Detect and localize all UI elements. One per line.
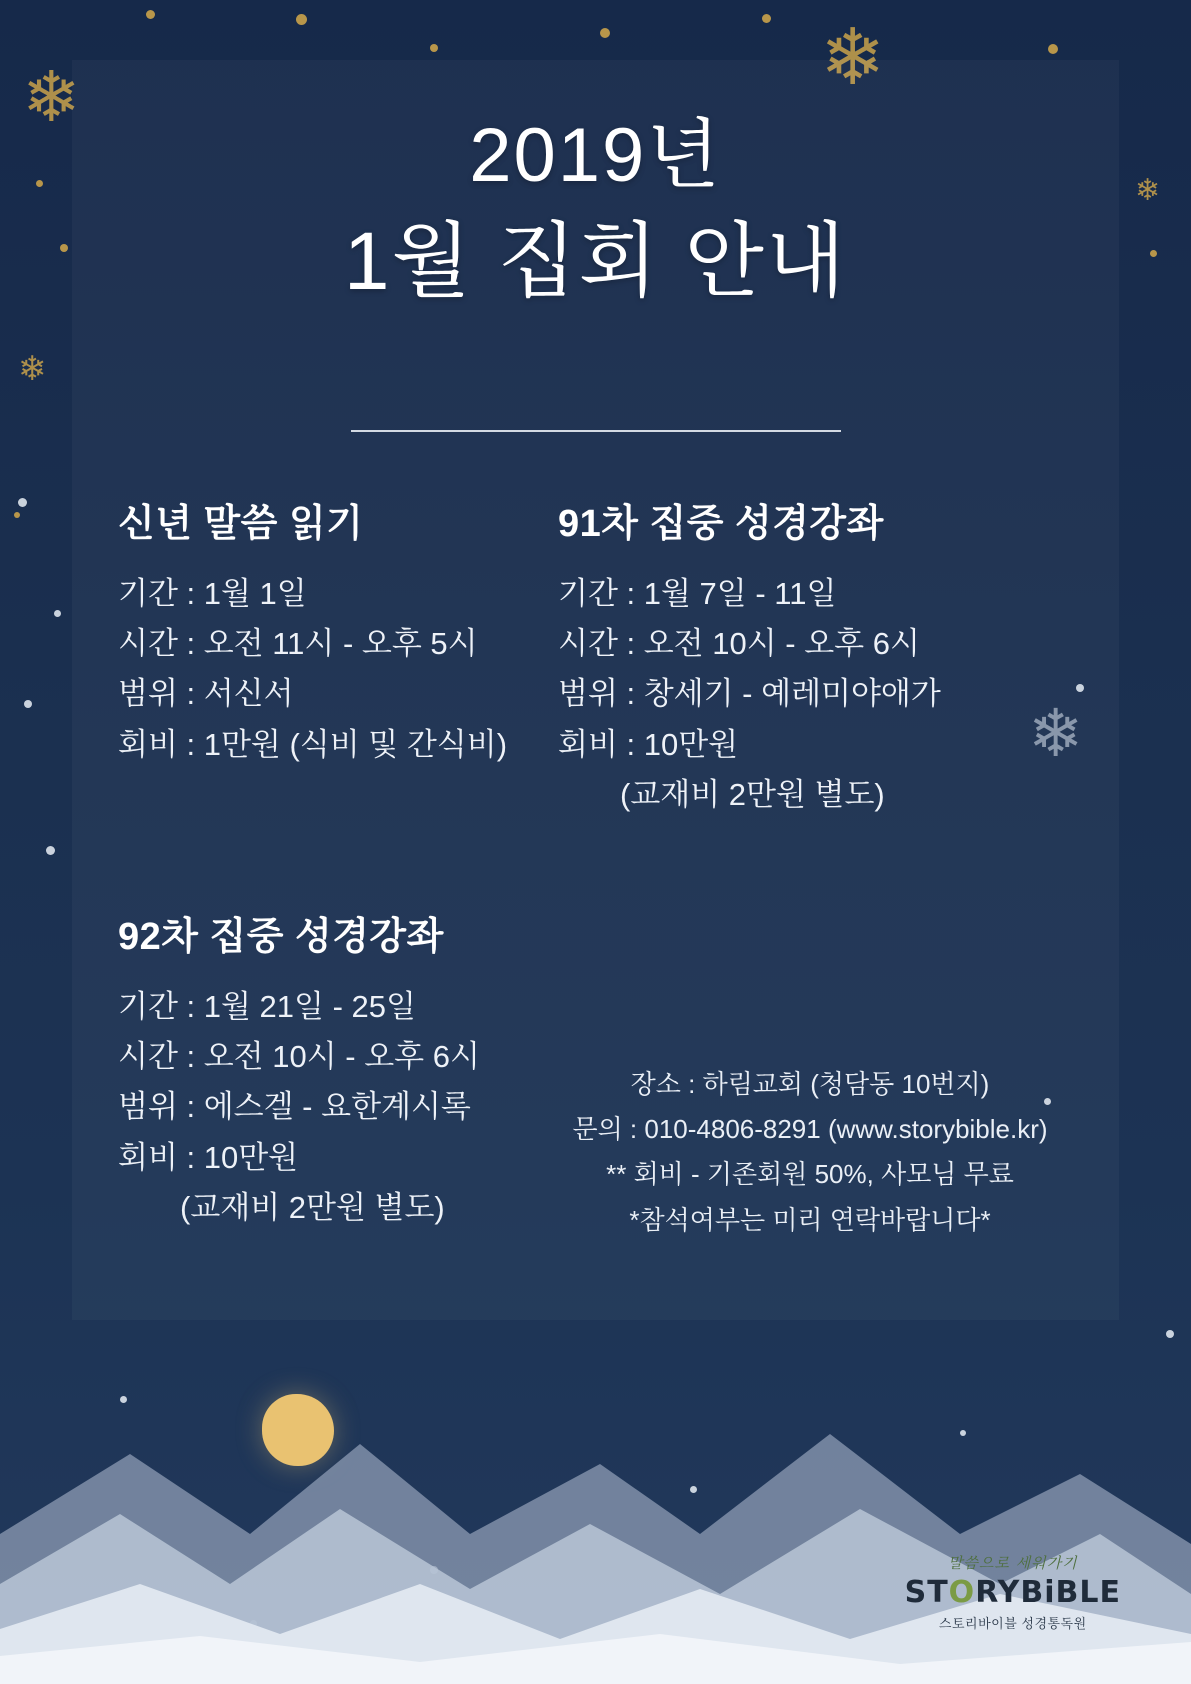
section-row: 시간 : 오전 11시 - 오후 5시 [118, 626, 478, 662]
title-line-year: 2019년 [469, 113, 722, 198]
gold-dot [430, 44, 438, 52]
section-row-note: (교재비 2만원 별도) [180, 1189, 445, 1225]
section-heading: 91차 집중 성경강좌 [558, 503, 884, 545]
section-row: 범위 : 서신서 [118, 676, 294, 712]
section-row: 회비 : 10만원 [558, 726, 739, 762]
section-92nd-course [118, 905, 480, 1233]
contact-line: 문의 : 010-4806-8291 (www.storybible.kr) [572, 1114, 1048, 1145]
poster-title [0, 105, 1191, 317]
logo-wordmark-part3: BiBLE [1020, 1575, 1121, 1610]
section-row: 회비 : 10만원 [118, 1139, 299, 1175]
snowflake-icon: ❄ [820, 13, 886, 101]
snowflake-icon: ❄ [1028, 696, 1084, 770]
logo-wordmark-part1: ST [904, 1575, 949, 1610]
section-row: 기간 : 1월 21일 - 25일 [118, 989, 416, 1024]
gold-dot [14, 512, 20, 518]
fee-note-line: ** 회비 - 기존회원 50%, 사모님 무료 [606, 1159, 1014, 1190]
gold-dot [296, 14, 307, 25]
snow-dot [18, 498, 27, 507]
section-row: 범위 : 창세기 - 예레미야애가 [558, 676, 941, 712]
gold-dot [1048, 44, 1058, 54]
footer-info [530, 1062, 1090, 1243]
logo-wordmark-accent: O [948, 1575, 976, 1610]
logo-script-text: 말씀으로 세워가기 [947, 1554, 1078, 1572]
section-row: 범위 : 에스겔 - 요한계시록 [118, 1089, 471, 1125]
gold-dot [762, 14, 771, 23]
section-row: 기간 : 1월 7일 - 11일 [558, 576, 837, 611]
section-row: 시간 : 오전 10시 - 오후 6시 [118, 1039, 480, 1075]
gold-dot [146, 10, 155, 19]
snow-dot [54, 610, 61, 617]
section-row-note: (교재비 2만원 별도) [620, 776, 885, 812]
title-divider [351, 430, 841, 432]
section-new-year-reading [118, 492, 507, 770]
section-heading: 신년 말씀 읽기 [118, 503, 364, 545]
snowflake-icon: ❄ [1135, 174, 1161, 207]
snow-dot [46, 846, 55, 855]
section-row: 기간 : 1월 1일 [118, 576, 307, 611]
snowflake-icon: ❄ [22, 58, 81, 136]
section-heading: 92차 집중 성경강좌 [118, 916, 444, 958]
snow-dot [24, 700, 32, 708]
logo-wordmark-part2: RY [975, 1575, 1021, 1610]
section-91st-course [558, 492, 941, 820]
section-row: 시간 : 오전 10시 - 오후 6시 [558, 626, 920, 662]
snowflake-icon: ❄ [18, 350, 47, 388]
brand-logo [905, 1552, 1121, 1632]
venue-line: 장소 : 하림교회 (청담동 10번지) [630, 1069, 990, 1099]
attendance-note-line: *참석여부는 미리 연락바랍니다* [629, 1204, 991, 1235]
title-line-subject: 1월 집회 안내 [343, 215, 848, 307]
section-row: 회비 : 1만원 (식비 및 간식비) [118, 726, 508, 762]
logo-wordmark [905, 1575, 1121, 1610]
logo-subtitle: 스토리바이블 성경통독원 [938, 1616, 1087, 1631]
gold-dot [600, 28, 610, 38]
